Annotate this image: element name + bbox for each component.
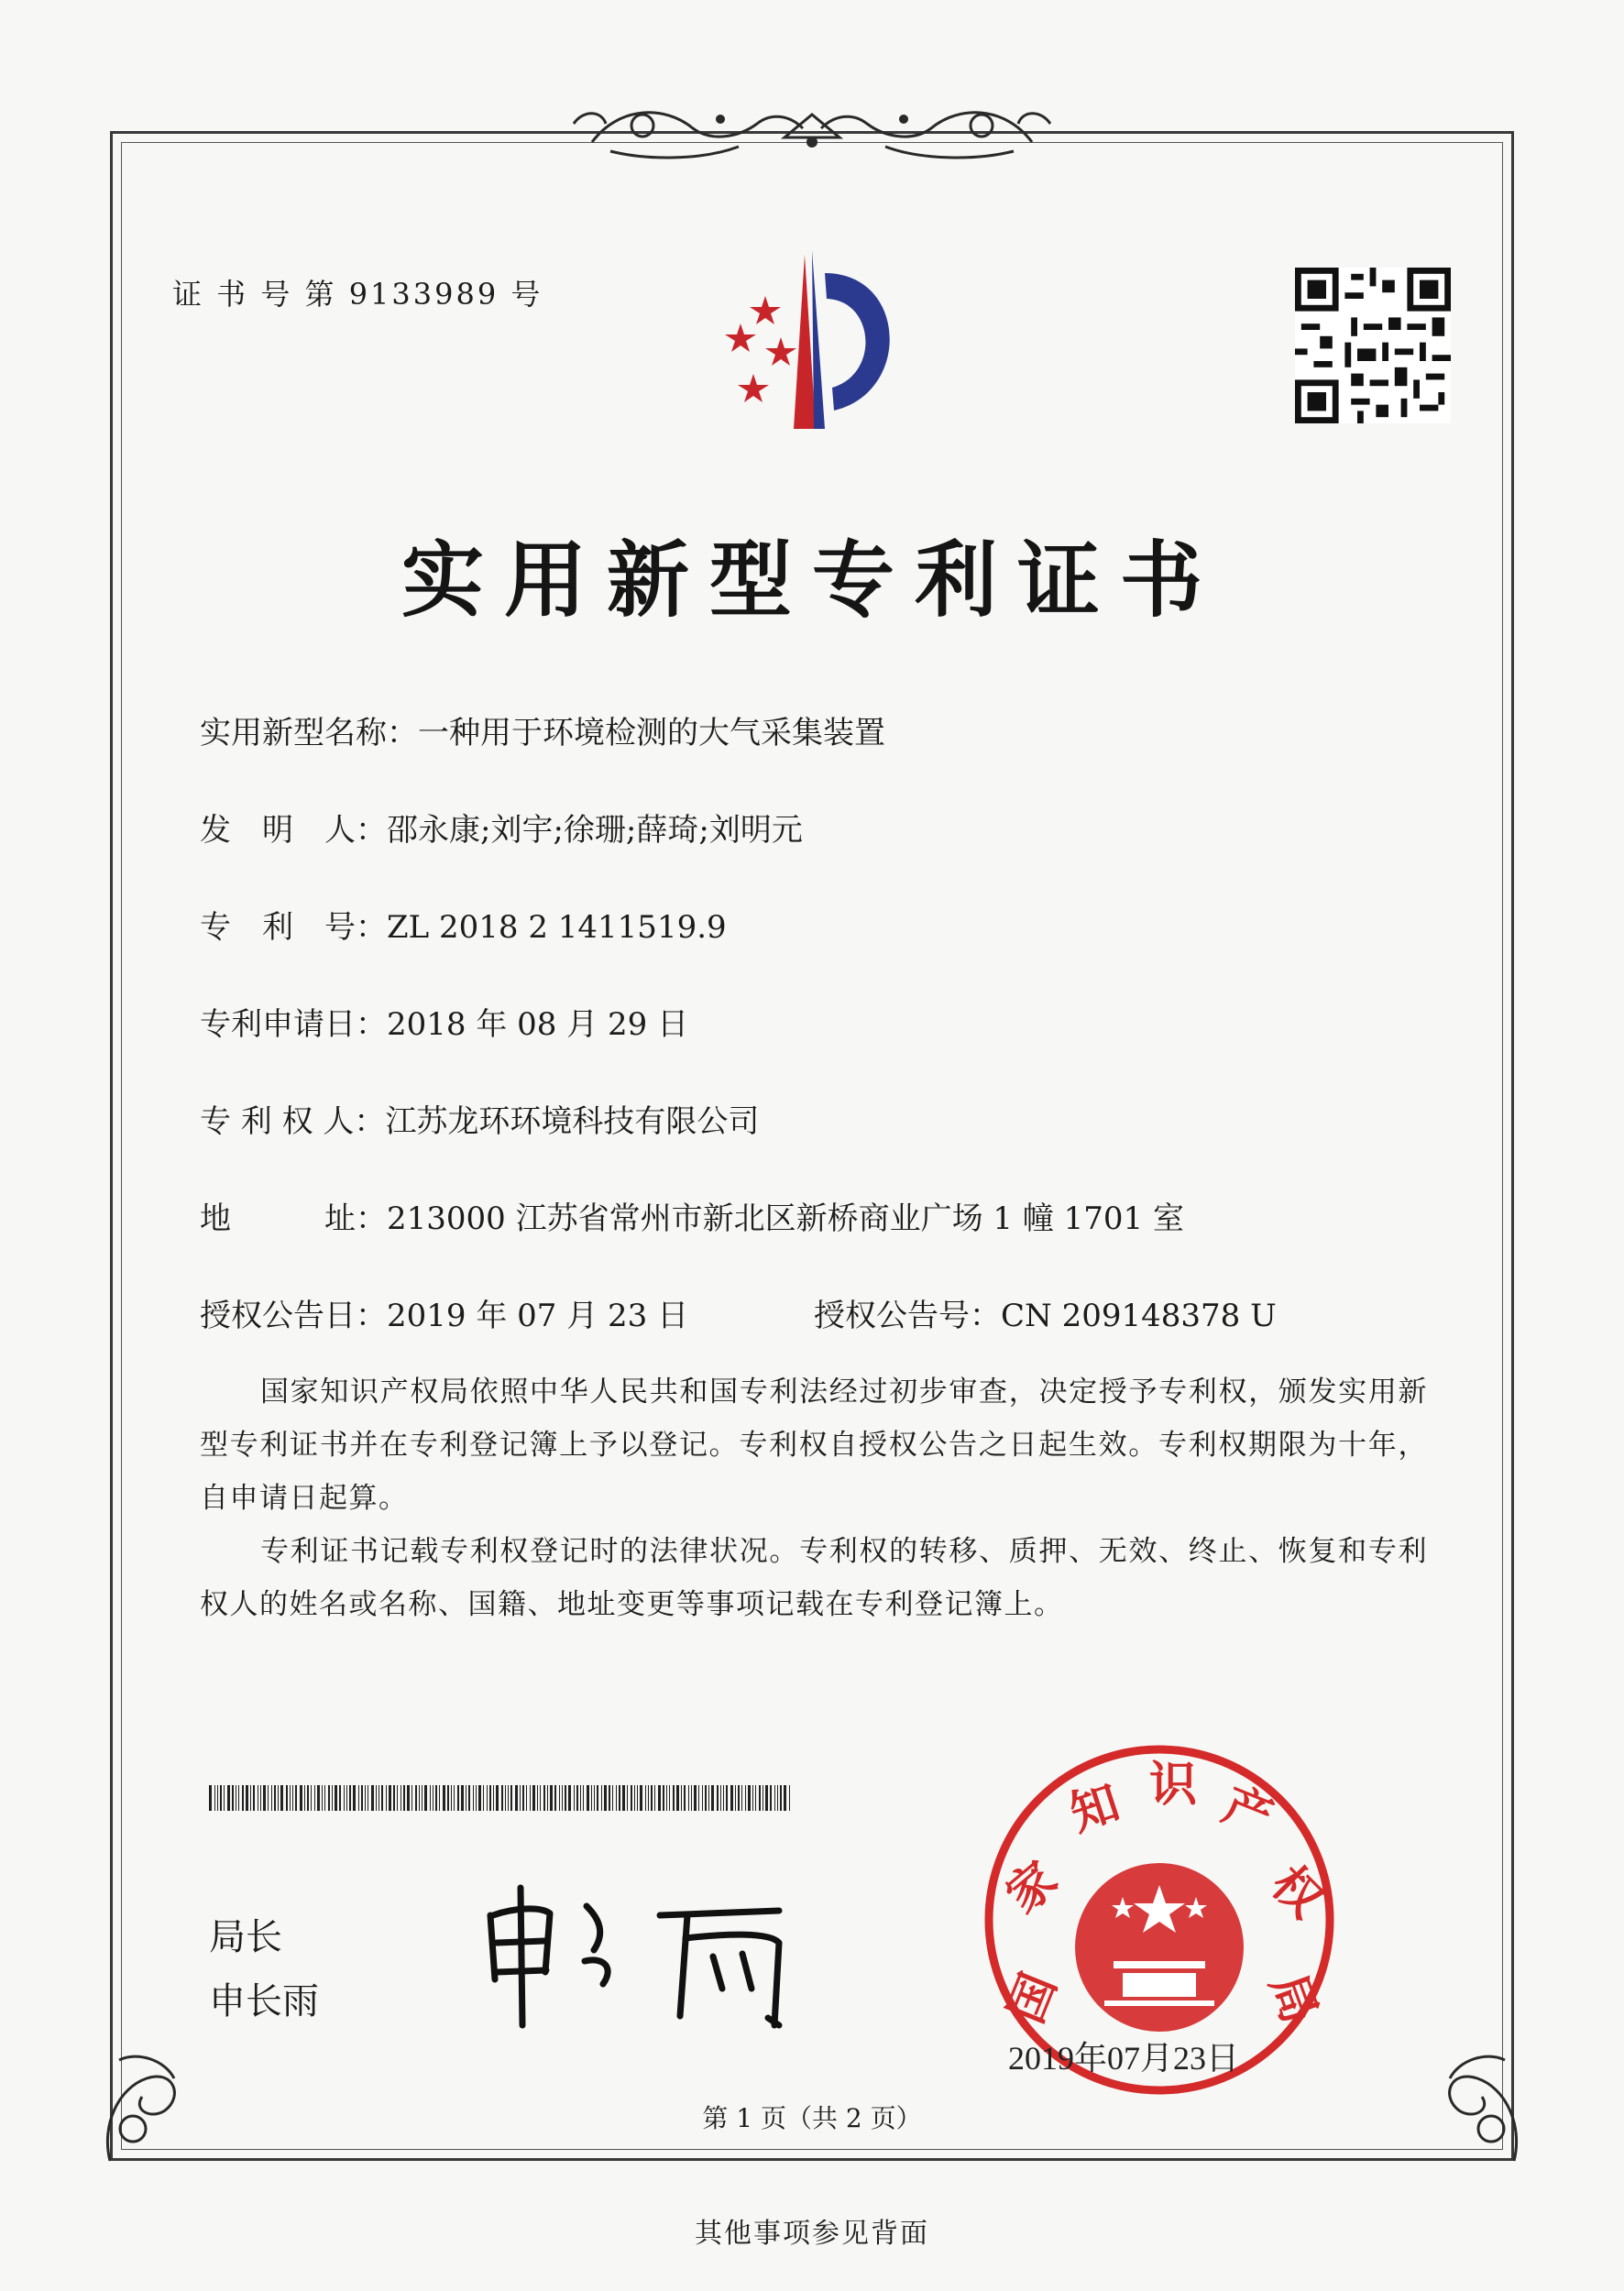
field-value: ZL 2018 2 1411519.9	[387, 909, 727, 946]
field-value: 2019 年 07 月 23 日	[387, 1298, 689, 1334]
field-grant-number	[814, 1290, 1277, 1335]
director-title: 局长	[209, 1916, 282, 1958]
page-title: 实用新型专利证书	[401, 532, 1223, 629]
qr-code	[1294, 268, 1452, 423]
svg-text:局: 局	[1258, 1967, 1328, 2031]
field-grant-date	[200, 1290, 688, 1335]
field-value: 一种用于环境检测的大气采集装置	[418, 715, 885, 751]
svg-text:知: 知	[1063, 1775, 1126, 1843]
svg-text:产: 产	[1215, 1777, 1280, 1847]
svg-text:权: 权	[1260, 1856, 1333, 1929]
certificate-body	[200, 1365, 1428, 1631]
certificate-number: 证 书 号 第 9133989 号	[172, 277, 543, 312]
field-label: 实用新型名称：	[200, 715, 418, 751]
field-utility-model-name	[200, 707, 885, 752]
field-value: 江苏龙环环境科技有限公司	[385, 1103, 760, 1140]
field-value: CN 209148378 U	[1001, 1298, 1277, 1334]
footer-note: 其他事项参见背面	[695, 2218, 929, 2250]
field-value: 2018 年 08 月 29 日	[387, 1006, 689, 1043]
svg-text:家: 家	[995, 1851, 1069, 1924]
field-application-date	[200, 999, 688, 1044]
field-label: 专 利 权 人：	[200, 1103, 386, 1140]
director-signature	[477, 1869, 834, 2034]
body-paragraph: 国家知识产权局依照中华人民共和国专利法经过初步审查，决定授予专利权，颁发实用新型专利证书并在专利登记簿上予以登记。专利权自授权公告之日起生效。专利权期限为十年，自申请日起算。	[200, 1376, 1428, 1515]
patent-office-logo	[697, 246, 935, 443]
seal-date: 2019年07月23日	[1008, 2040, 1240, 2077]
field-address	[200, 1193, 1184, 1238]
field-patent-number	[200, 902, 727, 947]
field-value: 213000 江苏省常州市新北区新桥商业广场 1 幢 1701 室	[387, 1200, 1184, 1237]
field-label: 专利申请日：	[200, 1006, 387, 1043]
field-patentee	[200, 1096, 759, 1141]
field-label: 授权公告日：	[200, 1298, 387, 1334]
page-number: 第 1 页（共 2 页）	[702, 2103, 922, 2133]
svg-text:识: 识	[1148, 1758, 1198, 1813]
field-inventor	[200, 805, 803, 850]
top-ornament	[555, 87, 1069, 170]
field-label: 授权公告号：	[814, 1298, 1001, 1334]
field-label: 地 址：	[200, 1200, 387, 1237]
body-paragraph: 专利证书记载专利权登记时的法律状况。专利权的转移、质押、无效、终止、恢复和专利权人的姓名或名称、国籍、地址变更等事项记载在专利登记簿上。	[200, 1535, 1428, 1621]
svg-text:国: 国	[998, 1966, 1068, 2031]
field-label: 专 利 号：	[200, 909, 387, 946]
barcode	[209, 1785, 796, 1811]
field-label: 发 明 人：	[200, 812, 387, 849]
director-name: 申长雨	[209, 1980, 319, 2022]
field-value: 邵永康;刘宇;徐珊;薛琦;刘明元	[387, 812, 803, 849]
